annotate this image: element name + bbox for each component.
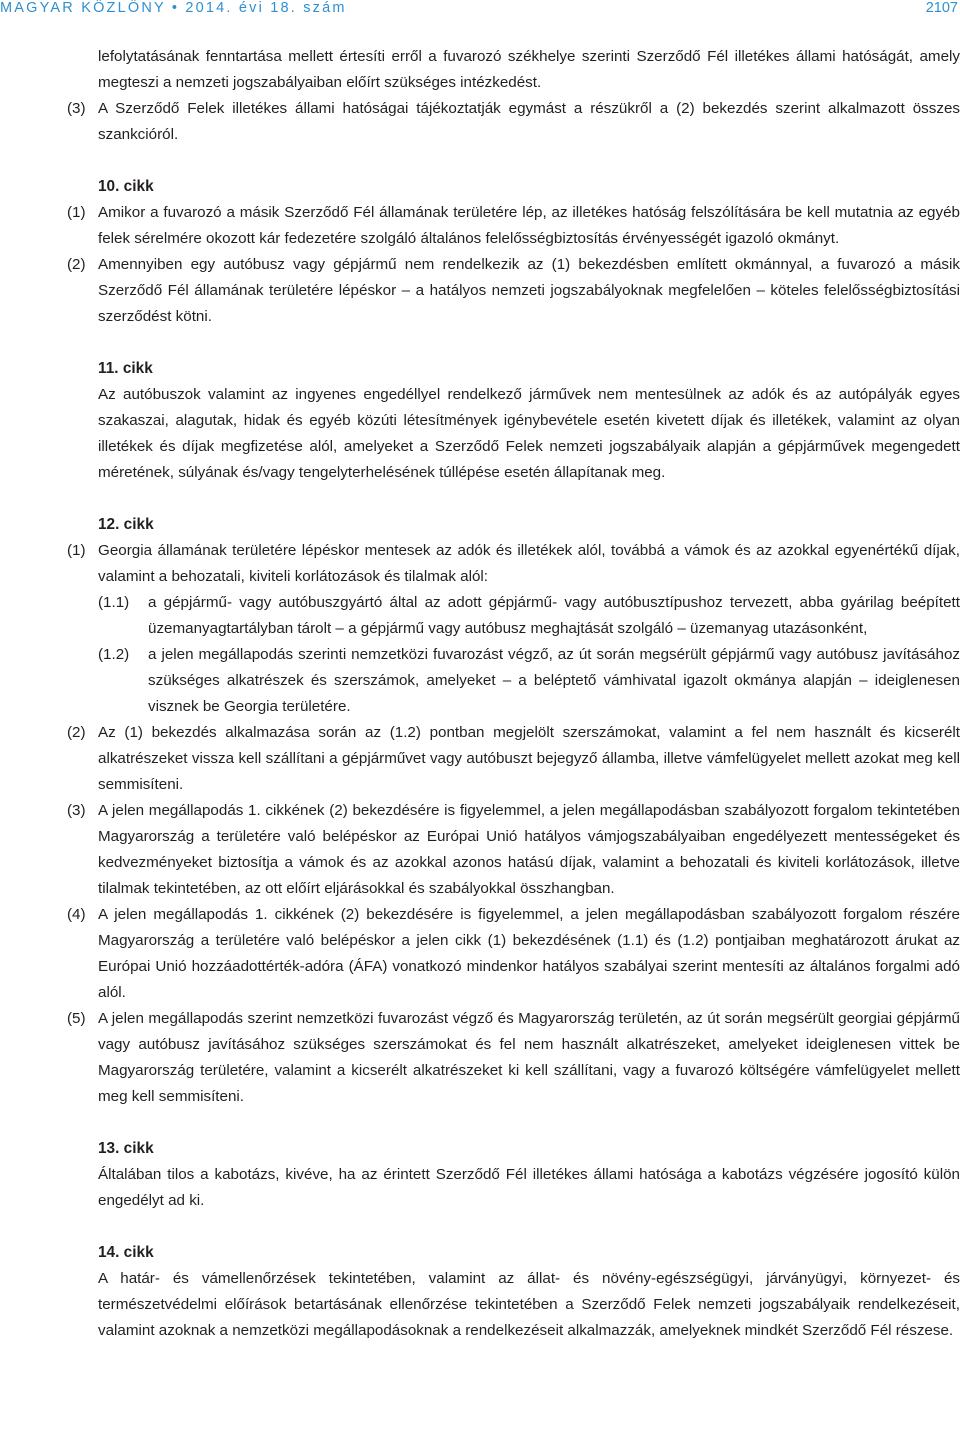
section-heading: 10. cikk [98,178,154,195]
page-header [0,0,960,24]
paragraph [0,720,960,798]
section-heading: 11. cikk [98,360,153,377]
paragraph-number: (3) [67,802,86,819]
paragraph-number: (2) [67,724,86,741]
document-body [0,44,960,1344]
paragraph-number: (4) [67,906,86,923]
paragraph: A határ- és vámellenőrzések tekintetében, valamint az állat- és növény-egészségügyi, járványügyi, környezet- és természetvédelmi előírások betartásának ellenőrzése tekintetében a Szerződő Felek nemzeti jogszabályaik rendelkezéseit, valamint azoknak a nemzetközi megállapodásoknak a rendelkezéseit alkalmazzák, amelyeknek mindkét Szerződő Fél részese. [98,1270,960,1339]
paragraph [0,538,960,590]
paragraph-text: A jelen megállapodás 1. cikkének (2) bekezdésére is figyelemmel, a jelen megállapodásban szabályozott forgalom tekintetében Magyarország a területére való belépéskor az Európai Unió hatályos vámjogszabályaiban engedélyezett mentességeket és kedvezményeket biztosítja a vámok és az azokkal azonos hatású díjak, valamint a behozatali és kiviteli korlátozások, illetve tilalmak tekintetében, az ott előírt eljárásokkal és szabályokkal összhangban. [98,802,960,897]
section-heading: 12. cikk [98,516,154,533]
subparagraph [0,590,960,642]
paragraph-text: A Szerződő Felek illetékes állami hatóságai tájékoztatják egymást a részükről a (2) bekezdés szerint alkalmazott összes szankcióról. [98,100,960,143]
paragraph-text: A jelen megállapodás szerint nemzetközi fuvarozást végző és Magyarország területén, az út során megsérült georgiai gépjármű vagy autóbusz javításához szükséges szerszámokat és fel nem használt alkatrészeket, amelyeket ideiglenesen vittek be Magyarország területére, valamint a kicserélt alkatrészeket ki kell szállítani, vagy a fuvarozó költségére vámfelügyelet mellett meg kell semmisíteni. [98,1010,960,1105]
subparagraph-text: a jelen megállapodás szerinti nemzetközi fuvarozást végző, az út során megsérült gépjármű vagy autóbusz javításához szükséges alkatrészek és szerszámok, amelyeket – a beléptető vámhivatal igazolt okmánya alapján – ideiglenesen visznek be Georgia területére. [148,646,960,715]
paragraph [0,798,960,902]
paragraph-number: (2) [67,256,86,273]
paragraph: lefolytatásának fenntartása mellett értesíti erről a fuvarozó székhelye szerinti Szerződő Fél illetékes állami hatóságát, amely megteszi a nemzeti jogszabályaiban előírt szükséges intézkedést. [98,48,960,91]
paragraph-number: (1) [67,204,86,221]
paragraph-text: Amikor a fuvarozó a másik Szerződő Fél államának területére lép, az illetékes hatóság felszólítására be kell mutatnia az egyéb felek sérelmére okozott kár fedezetére szolgáló általános felelősségbiztosítás érvényességét igazoló okmányt. [98,204,960,247]
section-heading: 14. cikk [98,1244,154,1261]
paragraph-text: A jelen megállapodás 1. cikkének (2) bekezdésére is figyelemmel, a jelen megállapodásban szabályozott forgalom részére Magyarország a területére való belépéskor a jelen cikk (1) bekezdésének (1.1) és (1.2) pontjaiban meghatározott árukat az Európai Unió hozzáadottérték-adóra (ÁFA) vonatkozó mindenkor hatályos szabályai szerint mentesíti az általános forgalmi adó alól. [98,906,960,1001]
subparagraph-number: (1.2) [98,646,130,663]
paragraph-text: Az (1) bekezdés alkalmazása során az (1.2) pontban megjelölt szerszámokat, valamint a fel nem használt és kicserélt alkatrészeket vissza kell szállítani a gépjárművet vagy autóbuszt bejegyző államba, illetve vámfelügyelet mellett azokat meg kell semmisíteni. [98,724,960,793]
paragraph [0,902,960,1006]
paragraph [0,200,960,252]
paragraph [0,1006,960,1110]
paragraph-text: Georgia államának területére lépéskor mentesek az adók és illetékek alól, továbbá a vámok és az azokkal egyenértékű díjak, valamint a behozatali, kiviteli korlátozások és tilalmak alól: [98,542,960,585]
subparagraph-number: (1.1) [98,594,130,611]
paragraph [0,96,960,148]
paragraph-text: Amennyiben egy autóbusz vagy gépjármű nem rendelkezik az (1) bekezdésben említett okmánnyal, a fuvarozó a másik Szerződő Fél államának területére lépéskor – a hatályos nemzeti jogszabályoknak megfelelően – köteles felelősségbiztosítási szerződést kötni. [98,256,960,325]
journal-title: MAGYAR KÖZLÖNY • 2014. évi 18. szám [0,0,347,16]
page-number: 2107 [925,0,958,16]
paragraph: Általában tilos a kabotázs, kivéve, ha az érintett Szerződő Fél illetékes állami hatósága a kabotázs végzésére jogosító külön engedélyt ad ki. [98,1166,960,1209]
paragraph-number: (5) [67,1010,86,1027]
section-heading: 13. cikk [98,1140,154,1157]
paragraph: Az autóbuszok valamint az ingyenes engedéllyel rendelkező járművek nem mentesülnek az adók és az autópályák egyes szakaszai, alagutak, hidak és egyéb közúti létesítmények igénybevétele esetén kivetett díjak és illetékek, valamint az olyan illetékek és díjak megfizetése alól, amelyeket a Szerződő Felek nemzeti jogszabályaik alapján a gépjárművek megengedett méretének, súlyának és/vagy tengelyterhelésének túllépése esetén állapítanak meg. [98,386,960,481]
paragraph [0,252,960,330]
subparagraph [0,642,960,720]
paragraph-number: (3) [67,100,86,117]
subparagraph-text: a gépjármű- vagy autóbuszgyártó által az adott gépjármű- vagy autóbusztípushoz tervezett, abba gyárilag beépített üzemanyagtartályban tárolt – a gépjármű vagy autóbusz meghajtását szolgáló – üzemanyag utazásonként, [148,594,960,637]
paragraph-number: (1) [67,542,86,559]
